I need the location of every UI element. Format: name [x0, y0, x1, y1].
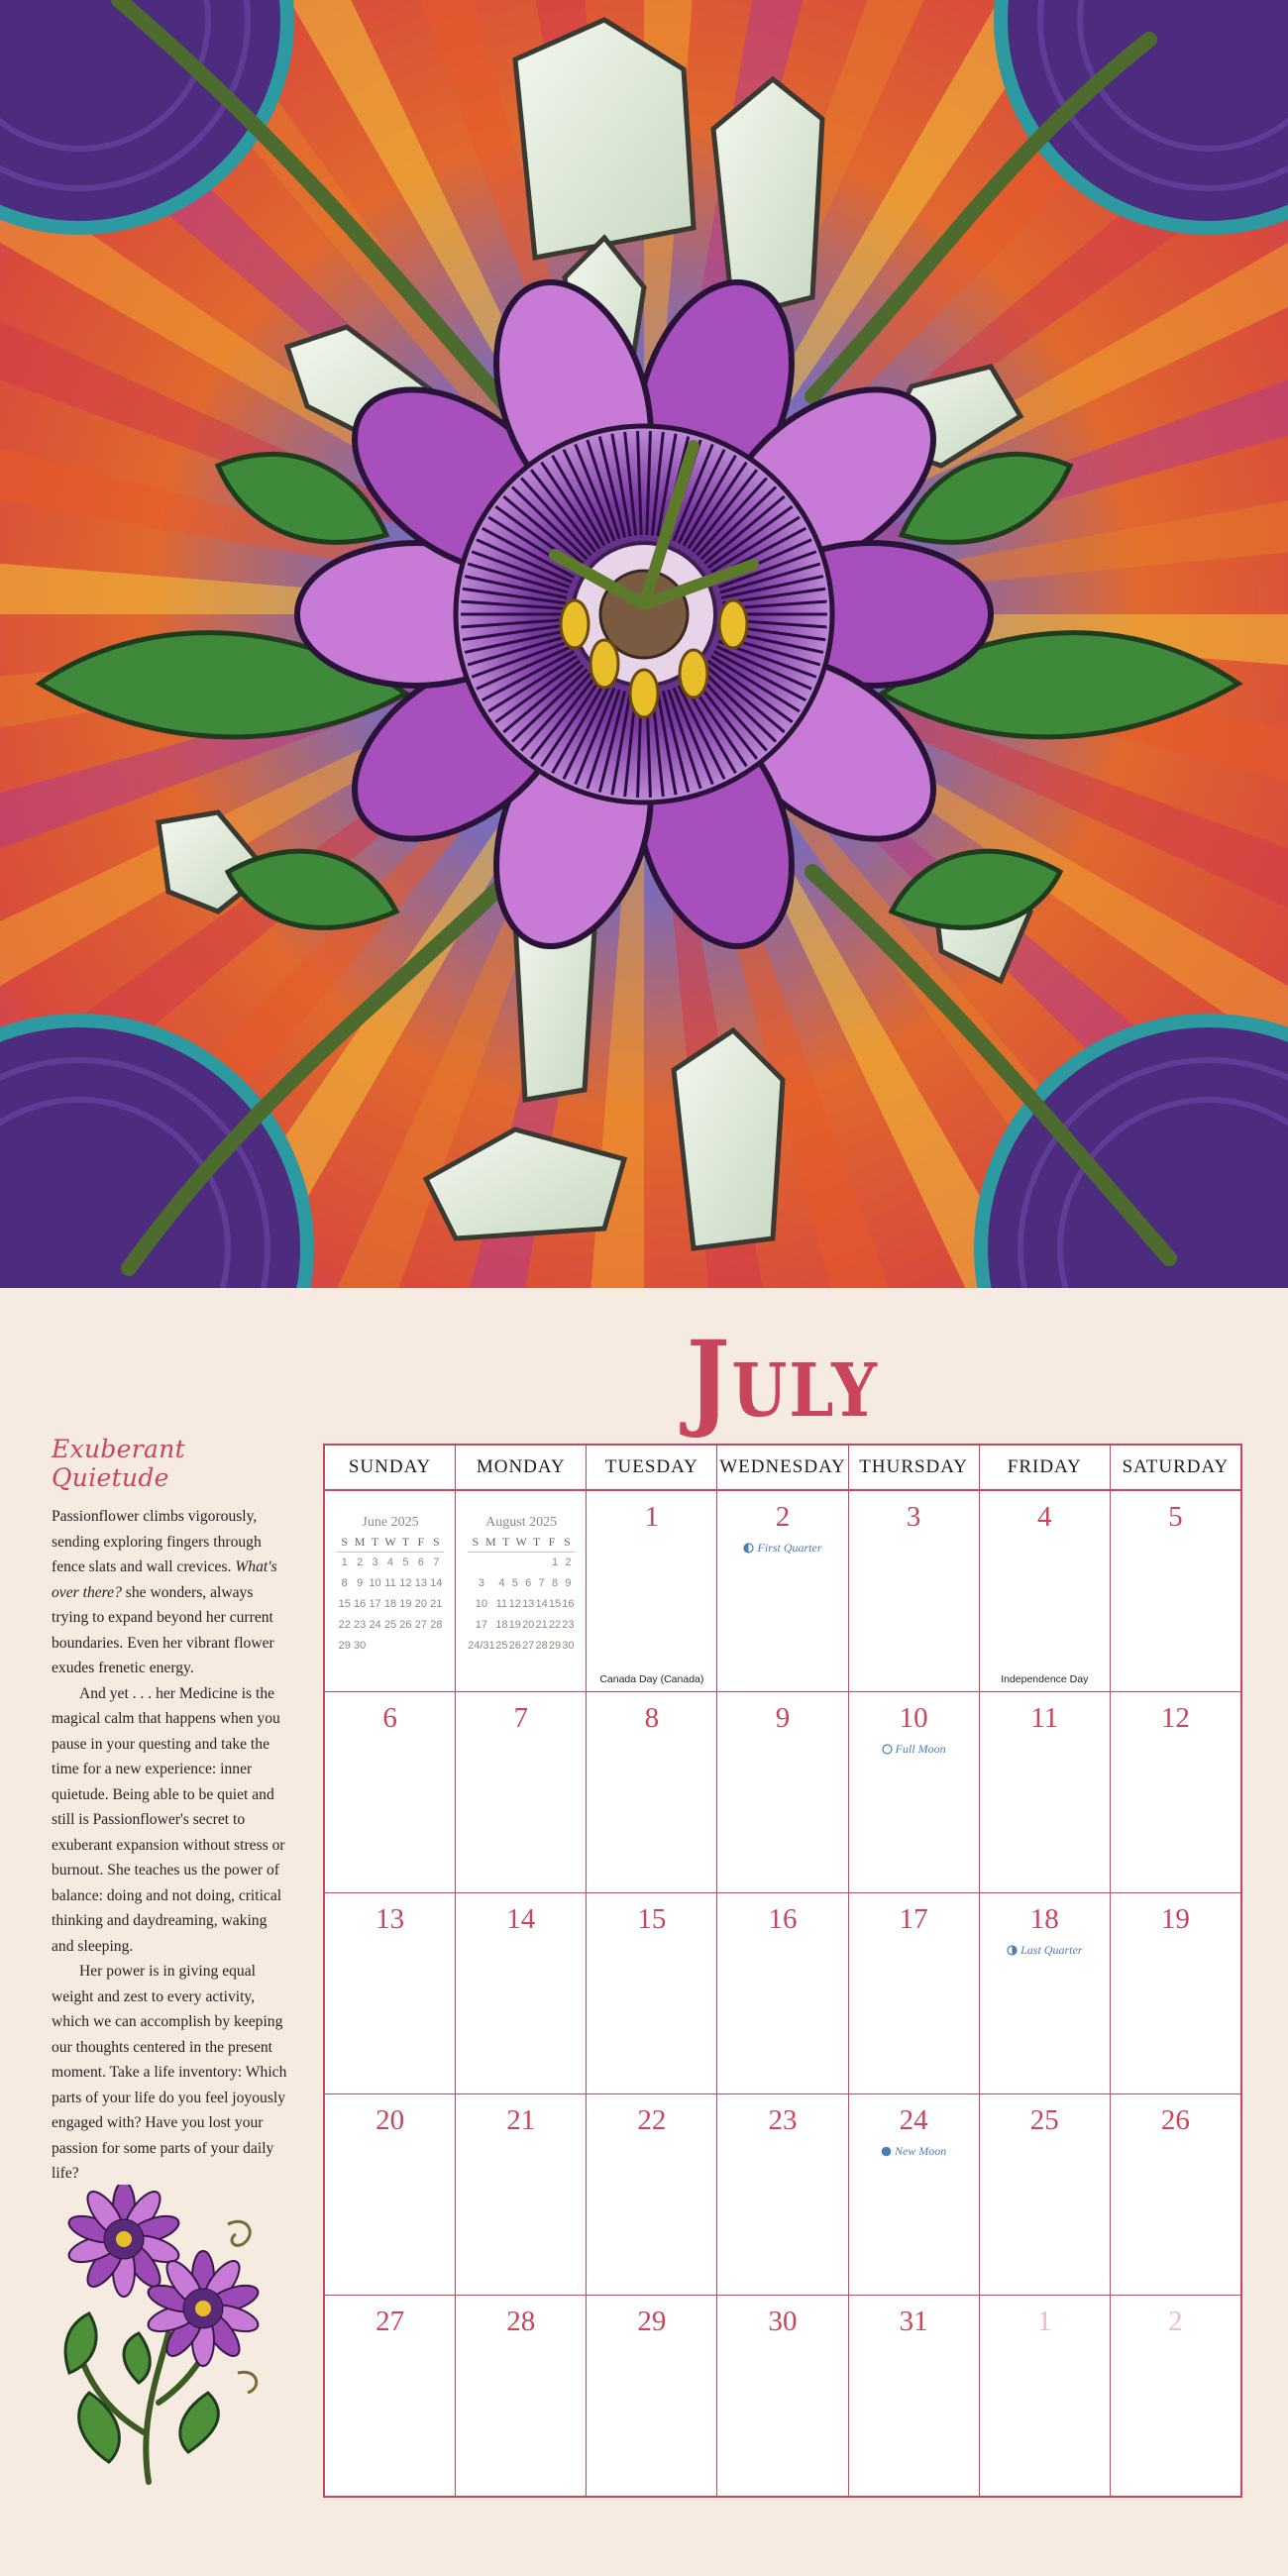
mini-weekday: S — [341, 1535, 349, 1549]
mini-calendar-august — [468, 1515, 575, 1657]
mini-weekday: F — [417, 1535, 425, 1549]
mini-day: 13 — [414, 1577, 427, 1589]
day-number: 7 — [513, 1702, 528, 1734]
week-row — [325, 1692, 1240, 1893]
day-number: 26 — [1160, 2104, 1190, 2136]
holiday-label: Independence Day — [1001, 1673, 1089, 1685]
mini-day: 11 — [384, 1577, 396, 1589]
mini-day: 27 — [522, 1640, 535, 1652]
weekday-header-monday: MONDAY — [456, 1446, 587, 1489]
essay-title: Exuberant Quietude — [52, 1435, 185, 1492]
mini-day: 10 — [369, 1577, 381, 1589]
day-cell[interactable] — [587, 1491, 717, 1691]
week-row — [325, 1893, 1240, 2094]
day-number: 13 — [376, 1903, 405, 1935]
essay-emphasis: What's over there? — [52, 1558, 277, 1601]
mini-day: 26 — [508, 1640, 521, 1652]
day-number: 31 — [899, 2306, 928, 2337]
day-number: 3 — [906, 1501, 921, 1533]
last-quarter-moon-icon — [1007, 1943, 1020, 1957]
mini-day — [429, 1636, 444, 1657]
essay-paragraph-3: Her power is in giving equal weight and zest to every activity, which we can accomplish by keeping our thoughts centered in the present moment. Take a life inventory: Which parts of your life do you feel joyously engaged with? Have you lost your passion for some parts of your daily life? — [52, 1963, 287, 2182]
day-number: 4 — [1037, 1501, 1052, 1533]
mini-day: 1 — [551, 1556, 559, 1568]
mini-calendar-days — [337, 1553, 444, 1657]
mini-day: 23 — [562, 1619, 575, 1631]
mini-day: 9 — [565, 1577, 572, 1589]
mini-day: 28 — [430, 1619, 443, 1631]
essay-text: she wonders, always trying to expand beyond her current boundaries. Even her vibrant flower exudes frenetic energy. — [52, 1583, 274, 1676]
day-cell[interactable] — [1111, 2094, 1240, 2295]
mini-calendar-cell[interactable] — [325, 1491, 456, 1691]
day-cell[interactable] — [980, 2296, 1111, 2496]
day-cell[interactable] — [587, 2094, 717, 2295]
mini-day: 11 — [495, 1598, 508, 1610]
mini-weekday: W — [384, 1535, 396, 1549]
day-number: 2 — [1168, 2306, 1183, 2337]
mini-weekday: S — [472, 1535, 480, 1549]
weekday-header-sunday: SUNDAY — [325, 1446, 456, 1489]
mini-day — [535, 1553, 548, 1573]
day-cell[interactable] — [325, 1893, 456, 2093]
mini-day: 4 — [386, 1556, 394, 1568]
mini-day — [368, 1636, 382, 1657]
full-moon-icon — [882, 1742, 896, 1756]
mini-weekday: S — [432, 1535, 440, 1549]
day-number: 15 — [637, 1903, 667, 1935]
day-number: 8 — [644, 1702, 660, 1734]
day-number: 5 — [1168, 1501, 1183, 1533]
weekday-header-wednesday: WEDNESDAY — [717, 1446, 848, 1489]
day-cell[interactable] — [849, 1893, 980, 2093]
mini-day — [413, 1636, 428, 1657]
mini-day — [508, 1553, 521, 1573]
essay-paragraph-1 — [52, 1504, 291, 1681]
mini-day: 28 — [535, 1640, 548, 1652]
mini-day: 6 — [525, 1577, 532, 1589]
moon-phase — [849, 2144, 979, 2159]
moon-phase — [980, 1943, 1110, 1958]
mini-weekday: W — [515, 1535, 527, 1549]
day-cell[interactable] — [980, 2094, 1111, 2295]
mini-day: 14 — [535, 1598, 548, 1610]
day-cell[interactable] — [1111, 1893, 1240, 2093]
week-row — [325, 1491, 1240, 1692]
day-cell[interactable] — [849, 1692, 980, 1892]
moon-phase — [849, 1742, 979, 1757]
week-row — [325, 2094, 1240, 2296]
mini-day: 3 — [372, 1556, 378, 1568]
mini-day: 8 — [341, 1577, 348, 1589]
day-number: 30 — [768, 2306, 798, 2337]
holiday-label: Canada Day (Canada) — [599, 1673, 704, 1685]
mini-day — [382, 1636, 397, 1657]
day-cell[interactable] — [587, 1893, 717, 2093]
day-number: 9 — [775, 1702, 791, 1734]
mini-calendar-weekdays — [468, 1535, 575, 1553]
mini-day: 29 — [548, 1640, 562, 1652]
day-number: 1 — [1037, 2306, 1052, 2337]
mini-day: 14 — [430, 1577, 443, 1589]
mini-day: 29 — [338, 1640, 351, 1652]
day-number: 12 — [1160, 1702, 1190, 1734]
mini-day: 15 — [338, 1598, 351, 1610]
mini-calendar-cell[interactable] — [456, 1491, 587, 1691]
week-row — [325, 2296, 1240, 2496]
day-number: 24 — [899, 2104, 928, 2136]
mini-day: 24/31 — [468, 1640, 495, 1652]
mini-weekday: T — [502, 1535, 510, 1549]
weekday-header-friday: FRIDAY — [980, 1446, 1111, 1489]
mini-calendar-days — [468, 1553, 575, 1657]
mini-weekday: M — [484, 1535, 496, 1549]
mini-weekday: S — [564, 1535, 571, 1549]
mini-day: 27 — [414, 1619, 427, 1631]
mini-day: 2 — [357, 1556, 364, 1568]
day-number: 10 — [899, 1702, 928, 1734]
moon-phase-label: Last Quarter — [1020, 1943, 1083, 1957]
weekday-header-tuesday: TUESDAY — [587, 1446, 717, 1489]
day-cell[interactable] — [717, 2296, 848, 2496]
day-cell[interactable] — [456, 1692, 587, 1892]
day-cell[interactable] — [456, 1893, 587, 2093]
day-cell[interactable] — [717, 1491, 848, 1691]
mini-day: 5 — [511, 1577, 518, 1589]
mini-day: 23 — [354, 1619, 367, 1631]
sidebar-essay — [52, 1435, 291, 2187]
day-cell[interactable] — [717, 1893, 848, 2093]
mini-weekday: T — [371, 1535, 379, 1549]
mini-day: 19 — [508, 1619, 521, 1631]
day-number: 1 — [644, 1501, 660, 1533]
mini-day: 1 — [341, 1556, 348, 1568]
day-cell[interactable] — [849, 2296, 980, 2496]
mini-day: 22 — [548, 1619, 562, 1631]
mini-calendar-title: August 2025 — [485, 1515, 558, 1530]
mini-day: 24 — [369, 1619, 381, 1631]
day-cell[interactable] — [456, 2094, 587, 2295]
day-number: 22 — [637, 2104, 667, 2136]
day-cell[interactable] — [980, 1893, 1111, 2093]
mini-day: 7 — [433, 1556, 440, 1568]
mini-day: 4 — [498, 1577, 505, 1589]
day-cell[interactable] — [1111, 1692, 1240, 1892]
mini-day: 7 — [538, 1577, 545, 1589]
mini-day: 12 — [399, 1577, 412, 1589]
mini-calendar-june — [337, 1515, 444, 1657]
day-cell[interactable] — [325, 2296, 456, 2496]
mini-day: 15 — [548, 1598, 562, 1610]
day-cell[interactable] — [717, 2094, 848, 2295]
mini-weekday: T — [401, 1535, 410, 1549]
mini-day: 30 — [562, 1640, 575, 1652]
weekday-header-thursday: THURSDAY — [849, 1446, 980, 1489]
day-number: 25 — [1029, 2104, 1059, 2136]
day-number: 27 — [376, 2306, 405, 2337]
mini-day: 19 — [399, 1598, 412, 1610]
mini-day: 12 — [508, 1598, 521, 1610]
mini-day: 6 — [417, 1556, 424, 1568]
day-number: 29 — [637, 2306, 667, 2337]
day-number: 17 — [899, 1903, 928, 1935]
weekday-header-row — [325, 1446, 1240, 1491]
day-cell[interactable] — [325, 1692, 456, 1892]
month-title: July — [687, 1318, 879, 1442]
day-cell[interactable] — [1111, 1491, 1240, 1691]
mini-day — [495, 1553, 508, 1573]
day-number: 23 — [768, 2104, 798, 2136]
day-number: 6 — [382, 1702, 397, 1734]
moon-phase-label: Full Moon — [895, 1742, 946, 1756]
first-quarter-moon-icon — [743, 1541, 757, 1555]
mini-day: 16 — [354, 1598, 367, 1610]
day-cell[interactable] — [980, 1491, 1111, 1691]
mini-day: 18 — [495, 1619, 508, 1631]
mini-day: 20 — [522, 1619, 535, 1631]
mini-day: 3 — [478, 1577, 484, 1589]
mini-day: 8 — [551, 1577, 559, 1589]
day-number: 19 — [1160, 1903, 1190, 1935]
day-number: 16 — [768, 1903, 798, 1935]
mini-weekday: F — [548, 1535, 556, 1549]
mini-day: 21 — [430, 1598, 443, 1610]
mini-day: 9 — [357, 1577, 364, 1589]
mini-day: 30 — [354, 1640, 367, 1652]
mini-day: 20 — [414, 1598, 427, 1610]
mini-day: 25 — [495, 1640, 508, 1652]
moon-phase-label: New Moon — [894, 2144, 947, 2158]
calendar-weeks — [325, 1491, 1240, 2496]
calendar-grid — [323, 1444, 1242, 2498]
mini-day: 5 — [402, 1556, 409, 1568]
new-moon-icon — [881, 2144, 895, 2158]
mini-day: 22 — [338, 1619, 351, 1631]
mini-weekday: T — [532, 1535, 541, 1549]
day-number: 14 — [506, 1903, 536, 1935]
passionflower-illustration — [50, 2185, 277, 2492]
mini-day: 16 — [562, 1598, 575, 1610]
day-cell[interactable] — [849, 2094, 980, 2295]
moon-phase — [717, 1541, 847, 1556]
mini-day — [468, 1553, 495, 1573]
day-cell[interactable] — [717, 1692, 848, 1892]
day-number: 28 — [506, 2306, 536, 2337]
mini-day: 18 — [383, 1598, 397, 1610]
mini-weekday: M — [354, 1535, 366, 1549]
day-cell[interactable] — [980, 1692, 1111, 1892]
day-cell[interactable] — [587, 1692, 717, 1892]
mini-day — [398, 1636, 413, 1657]
day-number: 11 — [1030, 1702, 1059, 1734]
day-number: 20 — [376, 2104, 405, 2136]
mini-calendar-title: June 2025 — [362, 1515, 419, 1530]
mini-day: 25 — [383, 1619, 397, 1631]
mini-day: 17 — [475, 1619, 488, 1631]
day-cell[interactable] — [1111, 2296, 1240, 2496]
essay-paragraph-2: And yet . . . her Medicine is the magical calm that happens when you pause in your questing and take the time for a new experience: inner quietude. Being able to be quiet and still is Passionflower's secret to exuberant expansion without stress or burnout. She teaches us the power of balance: doing and not doing, critical thinking and daydreaming, waking and sleeping. — [52, 1684, 285, 1955]
mini-day: 10 — [475, 1598, 488, 1610]
day-cell[interactable] — [587, 2296, 717, 2496]
mini-day — [521, 1553, 534, 1573]
day-cell[interactable] — [325, 2094, 456, 2295]
day-cell[interactable] — [456, 2296, 587, 2496]
mini-day: 17 — [369, 1598, 381, 1610]
mini-day: 21 — [535, 1619, 548, 1631]
day-number: 18 — [1029, 1903, 1059, 1935]
essay-text: Passionflower climbs vigorously, sending exploring fingers through fence slats and wall crevices. — [52, 1508, 262, 1575]
weekday-header-saturday: SATURDAY — [1122, 1456, 1230, 1477]
moon-phase-label: First Quarter — [757, 1541, 822, 1555]
day-number: 21 — [506, 2104, 536, 2136]
mini-day: 26 — [399, 1619, 412, 1631]
mini-calendar-weekdays — [337, 1535, 444, 1553]
mini-day: 2 — [565, 1556, 572, 1568]
day-number: 2 — [775, 1501, 791, 1533]
mini-day: 13 — [522, 1598, 535, 1610]
day-cell[interactable] — [849, 1491, 980, 1691]
